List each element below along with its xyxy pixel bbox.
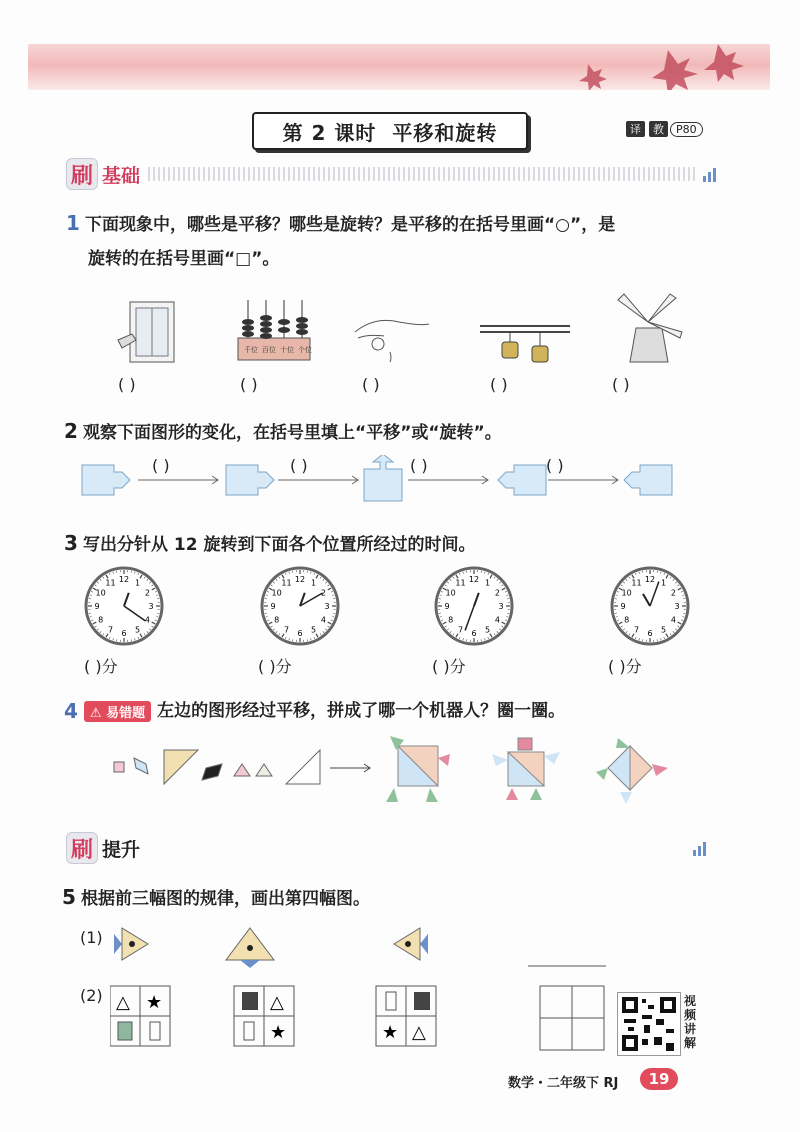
answer-paren[interactable]: ( ) [152,456,170,475]
fish-pattern-3 [394,928,428,960]
clock-number: 9 [270,602,276,611]
clock-answer[interactable]: ( )分 [258,657,292,676]
clock-number: 7 [457,625,464,635]
q4-pieces-and-robots [108,728,708,808]
clock-number: 5 [134,625,141,635]
question-3 [64,530,724,560]
answer-paren[interactable]: ( ) [118,375,136,394]
svg-text:△: △ [412,1022,426,1043]
abacus-icon [238,300,312,360]
sliding-window-icon [118,302,174,362]
clock-answer[interactable]: ( )分 [608,657,642,676]
clock-number: 8 [98,615,104,625]
clock-number: 12 [118,575,130,584]
dark-parallelogram-piece [202,764,222,780]
clock-number: 5 [660,625,667,635]
lesson-title [252,112,528,150]
clock-number: 12 [468,575,480,584]
question-text: 左边的图形经过平移，拼成了哪一个机器人？圈一圈。 [157,701,566,721]
section-label: 提升 [102,838,141,861]
clock-number: 1 [134,578,141,588]
clock-number: 5 [310,625,317,635]
answer-paren[interactable]: ( ) [290,456,308,475]
clock-number: 3 [148,602,154,611]
parallelogram-piece [134,758,148,774]
section-basic-header [66,158,716,190]
question-2 [64,418,724,448]
robot-option-1 [386,736,450,802]
clock-number: 4 [494,615,500,625]
section-label: 基础 [102,164,141,187]
clock-number: 2 [494,588,500,598]
qr-code[interactable] [617,992,681,1056]
clock-number: 10 [445,588,456,598]
clock-number: 1 [660,578,667,588]
clock-face [258,564,342,648]
svg-text:△: △ [116,992,130,1013]
lesson-topic: 平移和旋转 [392,120,498,145]
clock-number: 9 [620,602,626,611]
q1-illustrations [100,292,710,372]
footer-subject: 数学・二年级下 RJ [508,1076,619,1091]
answer-paren[interactable]: ( ) [362,375,380,394]
faucet-hand-icon [355,320,429,362]
abacus-label: 百位 [262,346,276,354]
clock-number: 2 [320,588,326,598]
fish-pattern-2 [226,928,274,968]
clock-number: 8 [274,615,280,625]
qr-label: 视频讲解 [684,994,697,1050]
clock-number: 6 [297,629,303,638]
question-4 [64,696,744,726]
fish-pattern-1 [114,928,148,960]
clock-number: 6 [121,629,127,638]
page-number: 19 [640,1068,678,1090]
error-prone-badge: ⚠ 易错题 [84,701,151,722]
clock-number: 3 [324,602,330,611]
clock-number: 2 [670,588,676,598]
clock-number: 2 [144,588,150,598]
clock-number: 3 [674,602,680,611]
clock-number: 6 [647,629,653,638]
clock-number: 12 [294,575,306,584]
svg-text:△: △ [270,992,284,1013]
cable-car-icon [480,326,570,362]
question-text: 下面现象中，哪些是平移？哪些是旋转？是平移的在括号里画“○”，是 [85,215,616,235]
question-number: 3 [64,531,78,555]
large-triangle-piece [164,750,198,784]
svg-text:★: ★ [146,992,163,1013]
clock-number: 5 [484,625,491,635]
small-square-piece [114,762,124,772]
abacus-label: 个位 [298,346,312,354]
clock-number: 8 [624,615,630,625]
clock-number: 4 [320,615,326,625]
small-triangle-piece [234,764,250,776]
part-label: (2) [80,986,103,1005]
badge-label: 易错题 [106,705,146,721]
clock-number: 4 [670,615,676,625]
robot-option-2 [492,738,560,800]
answer-paren[interactable]: ( ) [612,375,630,394]
clock-answer[interactable]: ( )分 [84,657,118,676]
clock-number: 11 [455,578,466,588]
textbook-page-ref [624,121,703,137]
clock-number: 7 [283,625,290,635]
part-label: (1) [80,928,103,947]
ref-page: P80 [670,122,703,137]
lesson-number: 第 2 课时 [282,120,377,145]
clock-number: 11 [631,578,642,588]
signal-bars-icon [703,166,716,182]
clock-face [432,564,516,648]
clock-number: 1 [484,578,491,588]
question-text-cont: 旋转的在括号里画“□”。 [88,249,280,269]
header-banner [28,44,770,90]
clock-number: 8 [448,615,454,625]
q5-patterns [110,920,630,1060]
answer-paren[interactable]: ( ) [490,375,508,394]
question-1 [66,210,726,240]
clock-number: 10 [621,588,632,598]
abacus-label: 十位 [280,346,294,354]
windmill-icon [618,294,682,362]
question-text: 根据前三幅图的规律，画出第四幅图。 [81,889,371,909]
question-5 [62,884,722,914]
svg-text:★: ★ [270,1022,287,1043]
question-number: 1 [66,211,80,235]
clock-number: 9 [94,602,100,611]
clock-number: 10 [271,588,282,598]
question-number: 4 [64,699,78,723]
question-text: 观察下面图形的变化，在括号里填上“平移”或“旋转”。 [83,423,502,443]
ref-tag: 教 [649,121,668,137]
ref-tag: 译 [626,121,645,137]
answer-paren[interactable]: ( ) [546,456,564,475]
question-number: 2 [64,419,78,443]
section-icon: 刷 [66,832,98,864]
right-triangle-piece [286,750,320,784]
clock-face [82,564,166,648]
clock-number: 3 [498,602,504,611]
clock-number: 1 [310,578,317,588]
clock-number: 10 [95,588,106,598]
clock-number: 12 [644,575,656,584]
clock-number: 7 [633,625,640,635]
section-icon: 刷 [66,158,98,190]
question-number: 5 [62,885,76,909]
clock-answer[interactable]: ( )分 [432,657,466,676]
answer-paren[interactable]: ( ) [410,456,428,475]
small-triangle-piece [256,764,272,776]
clock-number: 11 [105,578,116,588]
clock-number: 11 [281,578,292,588]
section-advance-header [66,832,706,864]
clock-face [608,564,692,648]
answer-paren[interactable]: ( ) [240,375,258,394]
svg-text:★: ★ [382,1022,399,1043]
section-divider [148,167,697,181]
abacus-label: 千位 [244,346,258,354]
signal-bars-icon [693,840,706,856]
question-text: 写出分针从 12 旋转到下面各个位置所经过的时间。 [83,535,476,555]
clock-number: 6 [471,629,477,638]
clock-number: 4 [144,615,150,625]
clock-number: 9 [444,602,450,611]
robot-option-3 [596,738,668,804]
clock-number: 7 [107,625,114,635]
